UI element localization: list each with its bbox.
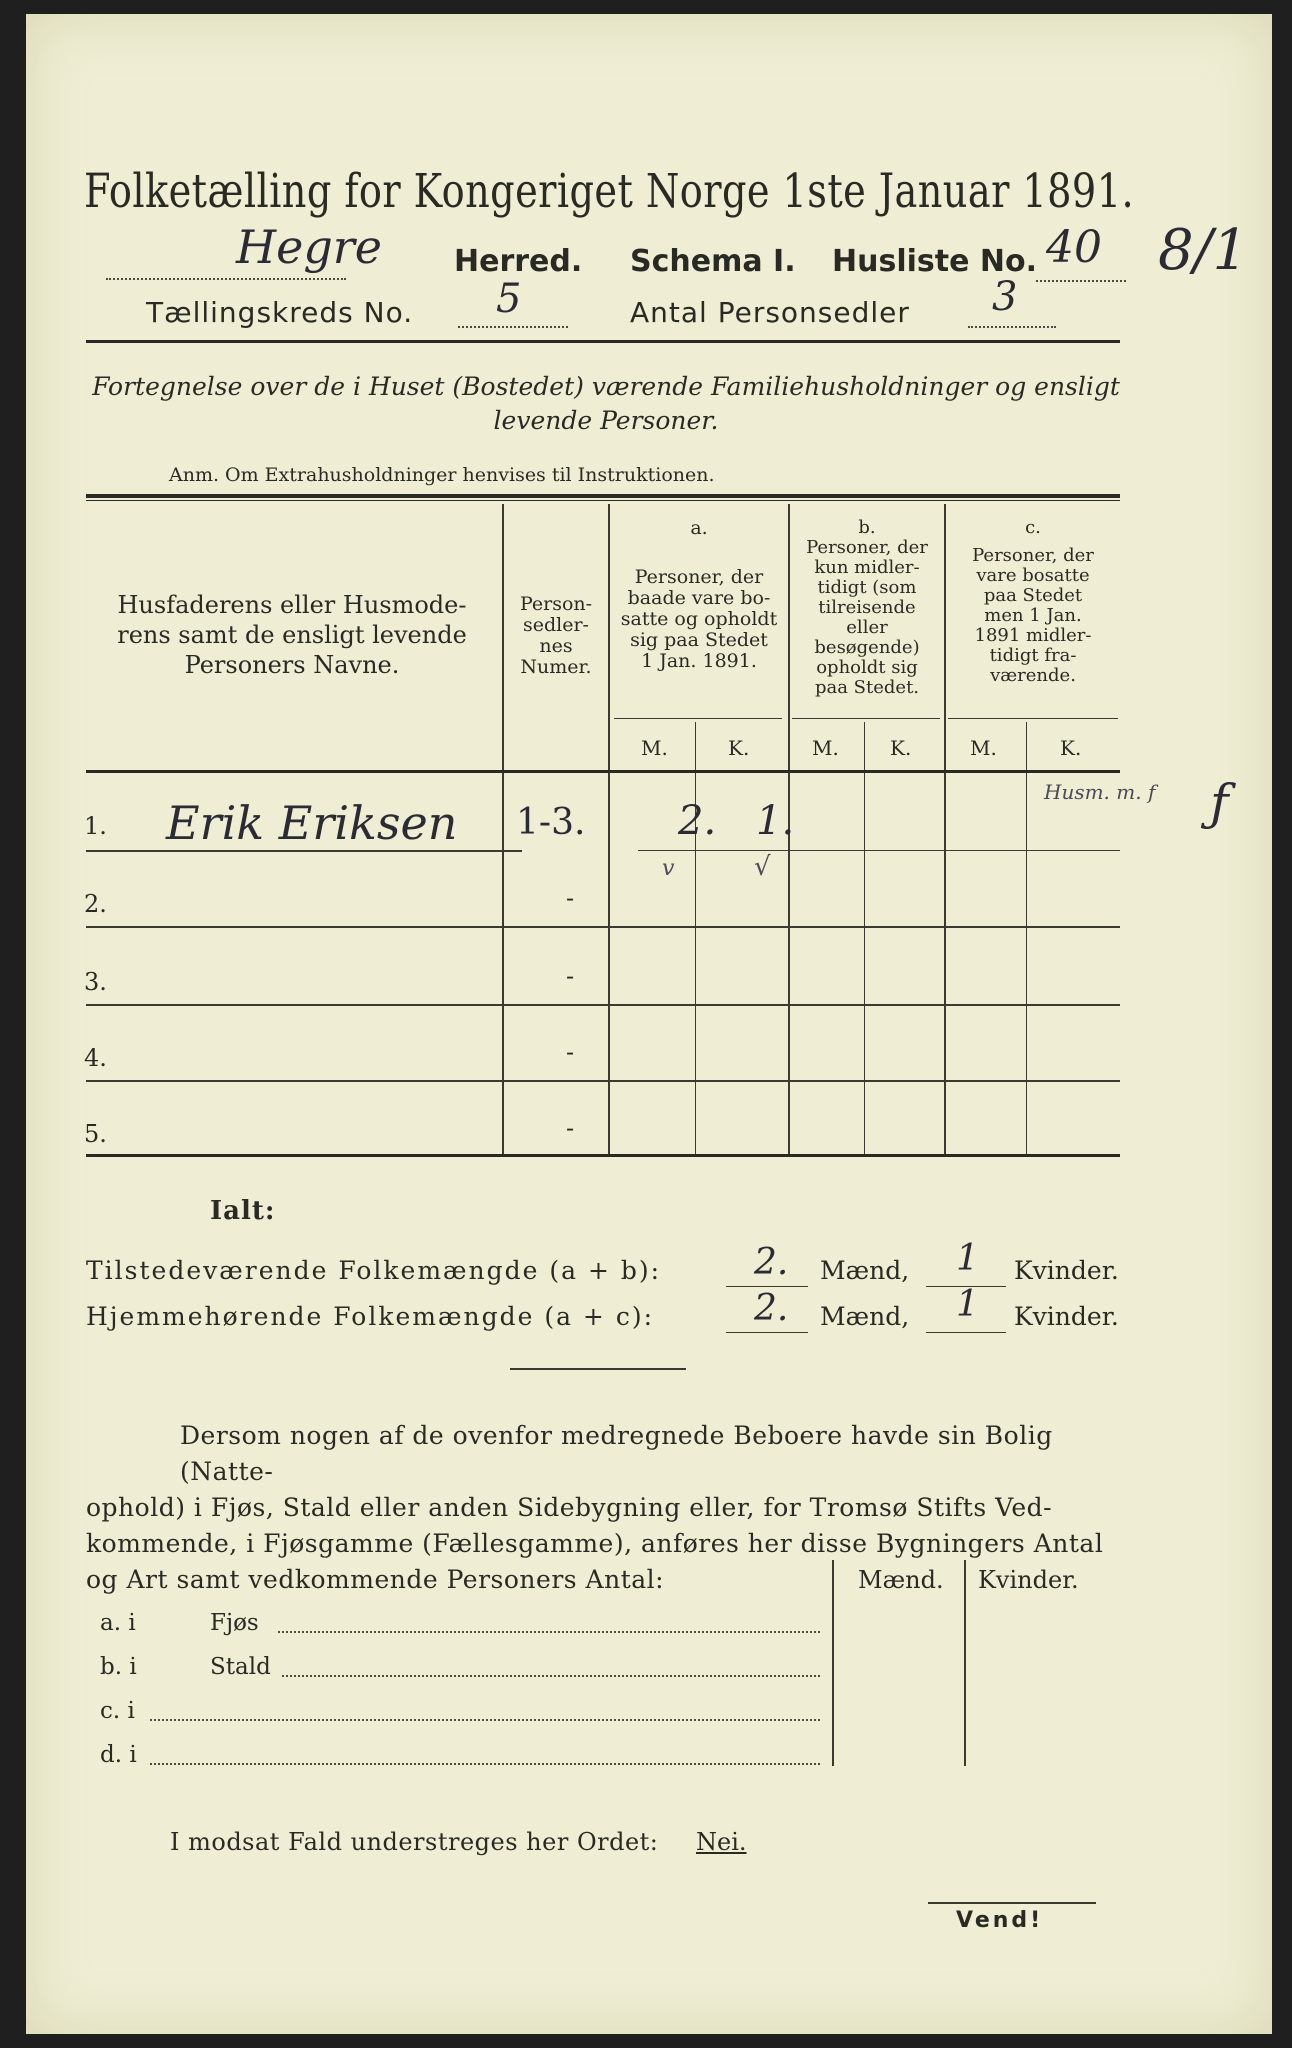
col-c-line: men 1 Jan.: [984, 605, 1082, 626]
col-num-line: Numer.: [520, 656, 592, 678]
col-a-line: Personer, der: [634, 566, 764, 588]
building-row-label: a. i: [100, 1610, 136, 1636]
anm-note: Anm. Om Extrahusholdninger henvises til Instruktionen.: [169, 464, 715, 486]
hjemme-women-value: 1: [956, 1284, 979, 1325]
col-a-letter: a.: [690, 517, 708, 539]
header-rule: [86, 340, 1120, 343]
person-number: -: [566, 1114, 575, 1142]
col-header-names: [92, 590, 492, 680]
col-b-letter: b.: [858, 517, 876, 538]
col-b-line: tidigt (som: [817, 577, 917, 598]
building-row-text: Stald: [210, 1654, 271, 1680]
tilstede-men-line: [726, 1286, 808, 1287]
side-note: 8/1: [1158, 218, 1249, 283]
building-dotted-line: [282, 1674, 820, 1677]
col-num-line: nes: [539, 635, 573, 657]
table-body-rule: [86, 770, 1120, 773]
col-names-line: Personers Navne.: [184, 651, 400, 679]
kvinder-label: Kvinder.: [1014, 1302, 1119, 1331]
para-line-4: og Art samt vedkommende Personers Antal:: [86, 1565, 665, 1594]
col-num-line: Person-: [519, 593, 593, 615]
a-women-count: 1.: [756, 798, 795, 844]
col-c-line: værende.: [990, 665, 1076, 686]
building-dotted-line: [278, 1630, 820, 1633]
row-number: 1.: [84, 812, 107, 840]
col-names-line: rens samt de ensligt levende: [117, 621, 467, 649]
b-mk-divider: [864, 722, 865, 1154]
col-header-c: [946, 518, 1120, 686]
intro-line-2: levende Personer.: [493, 406, 719, 435]
a-mk-rule: [614, 718, 782, 719]
col-c-line: paa Stedet: [983, 585, 1083, 606]
table-bottom-rule: [86, 1154, 1120, 1157]
b-m-label: M.: [812, 736, 839, 760]
hjemme-label: Hjemmehørende Folkemængde (a + c):: [86, 1302, 654, 1331]
building-row-text: Fjøs: [210, 1610, 259, 1636]
col-header-number: [506, 594, 606, 678]
a-men-count: 2.: [678, 798, 717, 844]
col-names-line: Husfaderens eller Husmode-: [117, 591, 467, 619]
herred-label: Herred.: [454, 244, 583, 279]
husliste-value: 40: [1046, 222, 1102, 273]
col-divider-2: [608, 504, 610, 1154]
buildings-paragraph: [86, 1418, 1126, 1598]
kreds-value: 5: [496, 276, 522, 322]
vend-label: Vend!: [956, 1908, 1044, 1933]
para-line-1: Dersom nogen af de ovenfor medregnede Beboere havde sin Bolig (Natte-: [180, 1421, 1053, 1486]
col-b-line: paa Stedet.: [814, 677, 920, 698]
a-mk-divider: [695, 722, 696, 1154]
person-number: -: [566, 884, 575, 912]
table-top-rule: [86, 494, 1120, 498]
col-c-line: Personer, der: [972, 545, 1094, 566]
modsat-text: I modsat Fald understreges her Ordet:: [170, 1828, 659, 1856]
col-a-line: sig paa Stedet: [630, 629, 768, 651]
col-divider-1: [502, 504, 504, 1154]
buildings-divider-2: [964, 1560, 966, 1766]
row-number: 2.: [84, 890, 107, 918]
para-line-3: kommende, i Fjøsgamme (Fællesgamme), anføres her disse Bygningers Antal: [86, 1529, 1104, 1558]
col-num-line: sedler-: [523, 614, 589, 636]
note-flourish: ƒ: [1210, 774, 1229, 832]
schema-label: Schema I.: [630, 244, 796, 279]
buildings-divider-1: [832, 1560, 834, 1766]
col-header-a: [612, 518, 786, 672]
person-number: 1-3.: [516, 802, 586, 843]
census-form-page: [26, 14, 1272, 2034]
building-row-label: d. i: [100, 1742, 137, 1768]
person-number: -: [566, 1038, 575, 1066]
building-row-label: b. i: [100, 1654, 137, 1680]
c-m-label: M.: [970, 736, 997, 760]
col-c-line: tidigt fra-: [989, 645, 1077, 666]
row-rule: [638, 850, 1120, 851]
row-number: 3.: [84, 968, 107, 996]
tilstede-men-value: 2.: [754, 1242, 789, 1283]
antal-value: 3: [992, 274, 1018, 320]
col-b-line: kun midler-: [814, 557, 920, 578]
b-k-label: K.: [890, 736, 912, 760]
hjemme-men-line: [726, 1332, 808, 1333]
c-mk-rule: [948, 718, 1118, 719]
intro-text: [86, 370, 1126, 438]
a-k-label: K.: [728, 736, 750, 760]
row-rule: [86, 1080, 1120, 1082]
section-divider: [510, 1368, 686, 1370]
row-number: 5.: [84, 1120, 107, 1148]
col-c-line: vare bosatte: [976, 565, 1090, 586]
kreds-label: Tællingskreds No.: [146, 296, 414, 329]
maend-label: Mænd,: [820, 1256, 910, 1285]
building-row-label: c. i: [100, 1698, 135, 1724]
maend-label: Mænd,: [820, 1302, 910, 1331]
kvinder-label: Kvinder.: [1014, 1256, 1119, 1285]
c-mk-divider: [1026, 722, 1027, 1154]
herred-value: Hegre: [236, 220, 382, 274]
check-mark: √: [754, 852, 771, 882]
col-b-line: besøgende): [814, 637, 920, 658]
absence-note: Husm. m. f: [1044, 780, 1156, 804]
col-a-line: baade vare bo-: [627, 587, 771, 609]
husliste-label: Husliste No.: [832, 244, 1037, 279]
col-header-b: [790, 518, 944, 698]
antal-label: Antal Personsedler: [630, 296, 910, 329]
buildings-kvinder-header: Kvinder.: [978, 1566, 1079, 1594]
col-b-line: tilreisende: [818, 597, 916, 618]
col-c-line: 1891 midler-: [974, 625, 1092, 646]
tilstede-women-value: 1: [956, 1238, 979, 1279]
building-dotted-line: [150, 1718, 820, 1721]
col-a-line: 1 Jan. 1891.: [641, 650, 757, 672]
b-mk-rule: [792, 718, 940, 719]
vend-rule: [928, 1902, 1096, 1904]
row-number: 4.: [84, 1044, 107, 1072]
col-b-line: opholdt sig: [816, 657, 918, 678]
a-m-label: M.: [641, 736, 668, 760]
row-rule: [86, 926, 1120, 928]
ialt-label: Ialt:: [210, 1196, 276, 1226]
c-k-label: K.: [1060, 736, 1082, 760]
check-mark: v: [662, 856, 675, 881]
col-a-line: satte og opholdt: [620, 608, 778, 630]
row-rule: [86, 850, 522, 852]
col-b-line: Personer, der: [806, 537, 928, 558]
buildings-maend-header: Mænd.: [858, 1566, 944, 1594]
table-top-rule-thin: [86, 500, 1120, 501]
col-b-line: eller: [846, 617, 888, 638]
person-number: -: [566, 962, 575, 990]
col-c-letter: c.: [1025, 517, 1041, 538]
intro-line-1: Fortegnelse over de i Huset (Bostedet) værende Familiehusholdninger og ensligt: [92, 372, 1120, 401]
building-dotted-line: [150, 1762, 820, 1765]
para-line-2: ophold) i Fjøs, Stald eller anden Sidebygning eller, for Tromsø Stifts Ved-: [86, 1493, 1053, 1522]
hjemme-men-value: 2.: [754, 1288, 789, 1329]
tilstede-label: Tilstedeværende Folkemængde (a + b):: [86, 1256, 662, 1285]
form-title: Folketælling for Kongeriget Norge 1ste Januar 1891.: [84, 164, 1135, 219]
nei-word: Nei.: [696, 1828, 747, 1856]
person-name: Erik Eriksen: [166, 796, 458, 850]
hjemme-women-line: [926, 1332, 1006, 1333]
row-rule: [86, 1004, 1120, 1006]
